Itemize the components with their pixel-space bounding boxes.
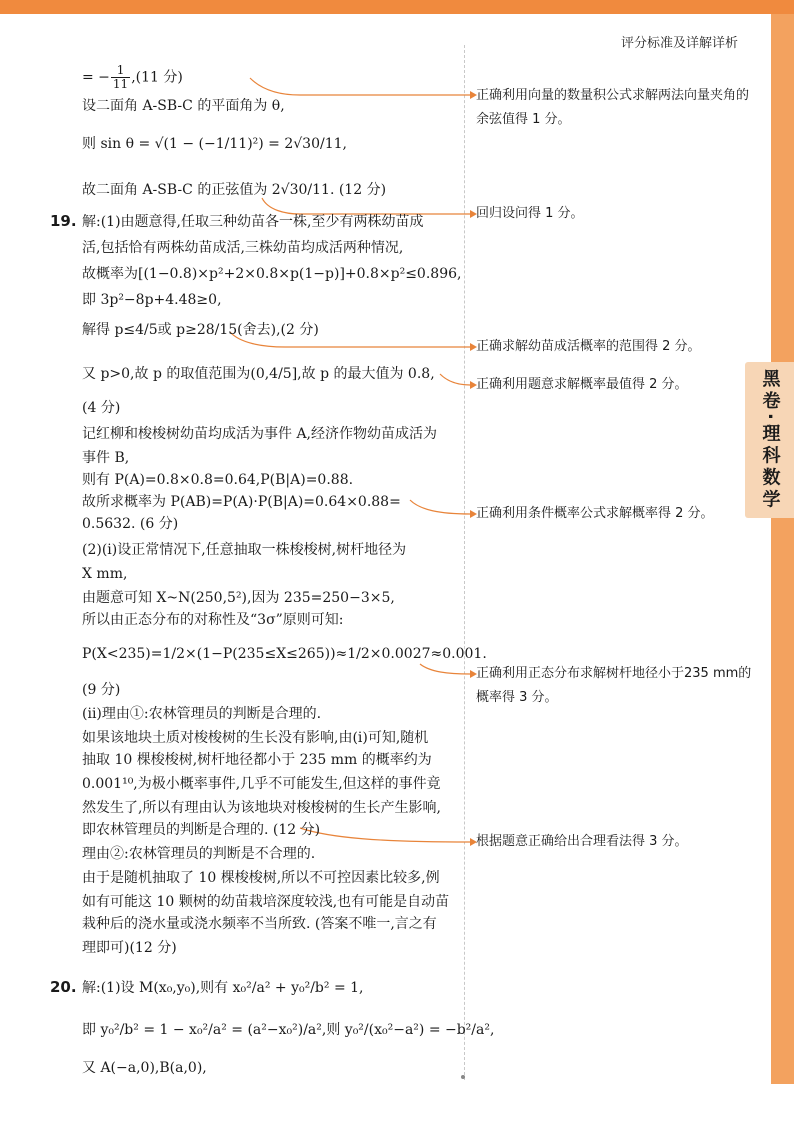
solution-line-26: 0.001¹⁰,为极小概率事件,几乎不可能发生,但这样的事件竟 [82,776,441,792]
solution-line-15: 故所求概率为 P(AB)=P(A)·P(B|A)=0.64×0.88= [82,494,401,510]
solution-line-16: 0.5632. (6 分) [82,516,179,532]
solution-line-31: 如有可能这 10 颗树的幼苗栽培深度较浅,也有可能是自动苗 [82,894,450,910]
solution-line-29: 理由②:农林管理员的判断是不合理的. [82,846,316,862]
scoring-note-5: 正确利用条件概率公式求解概率得 2 分。 [476,506,714,521]
solution-line-11: (4 分) [82,400,121,416]
solution-line-1: = − $\frac{1}{11}$ ,(11 分) [82,63,183,91]
solution-line-10: 又 p>0,故 p 的取值范围为(0,4/5],故 p 的最大值为 0.8, [82,366,435,382]
solution-line-23: (ⅱ)理由①:农林管理员的判断是合理的. [82,706,322,722]
solution-line-9: 解得 p≤4/5或 p≥28/15(舍去),(2 分) [82,322,319,338]
solution-line-17: (2)(ⅰ)设正常情况下,任意抽取一株梭梭树,树杆地径为 [82,542,407,558]
scoring-note-3: 正确求解幼苗成活概率的范围得 2 分。 [476,339,701,354]
scoring-note-4: 正确利用题意求解概率最值得 2 分。 [476,377,688,392]
scoring-note-6: 正确利用正态分布求解树杆地径小于235 mm的概率得 3 分。 [476,666,752,705]
solution-line-12: 记红柳和梭梭树幼苗均成活为事件 A,经济作物幼苗成活为 [82,426,438,442]
solution-line-5: 解:(1)由题意得,任取三种幼苗各一株,至少有两株幼苗成 [82,214,424,230]
solution-line-18: X mm, [82,566,128,582]
solution-line-33: 理即可)(12 分) [82,940,177,956]
solution-line-4: 故二面角 A-SB-C 的正弦值为 2√30/11. (12 分) [82,182,387,198]
scoring-note-2: 回归设问得 1 分。 [476,206,584,221]
solution-line-36: 又 A(−a,0),B(a,0), [82,1060,207,1076]
connector-6 [420,664,470,674]
scoring-note-1: 正确利用向量的数量积公式求解两法向量夹角的余弦值得 1 分。 [476,88,750,127]
page-header-title: 评分标准及详解详析 [620,36,738,51]
solution-line-6: 活,包括恰有两株幼苗成活,三株幼苗均成活两种情况, [82,240,404,256]
solution-line-3: 则 sin θ = √(1 − (−1/11)²) = 2√30/11, [82,136,347,152]
solution-line-32: 栽种后的浇水量或浇水频率不当所致. (答案不唯一,言之有 [82,916,437,932]
solution-line-27: 然发生了,所以有理由认为该地块对梭梭树的生长产生影响, [82,800,441,816]
solution-line-14: 则有 P(A)=0.8×0.8=0.64,P(B|A)=0.88. [82,472,354,488]
solution-line-28: 即农林管理员的判断是合理的. (12 分) [82,822,321,838]
solution-line-24: 如果该地块土质对梭梭树的生长没有影响,由(ⅰ)可知,随机 [82,730,429,746]
connector-7 [300,828,470,842]
solution-line-7: 故概率为[(1−0.8)×p²+2×0.8×p(1−p)]+0.8×p²≤0.896, [82,266,462,282]
solution-line-35: 即 y₀²/b² = 1 − x₀²/a² = (a²−x₀²)/a²,则 y₀²/(x₀²−a²) = −b²/a², [82,1022,495,1038]
solution-line-2: 设二面角 A-SB-C 的平面角为 θ, [82,98,285,114]
page-dot [461,1075,465,1079]
connector-1 [250,78,470,95]
question-number-19: 19. [50,212,77,230]
connector-5 [410,500,470,514]
side-tab-label: 黑卷·理科数学 [759,368,781,512]
scoring-note-7: 根据题意正确给出合理看法得 3 分。 [476,834,688,849]
connector-4 [440,374,470,385]
solution-line-34: 解:(1)设 M(x₀,y₀),则有 x₀²/a² + y₀²/b² = 1, [82,980,364,996]
solution-line-25: 抽取 10 棵梭梭树,树杆地径都小于 235 mm 的概率约为 [82,752,432,768]
solution-line-8: 即 3p²−8p+4.48≥0, [82,292,222,308]
solution-line-30: 由于是随机抽取了 10 棵梭梭树,所以不可控因素比较多,例 [82,870,440,886]
solution-line-19: 由题意可知 X~N(250,5²),因为 235=250−3×5, [82,590,395,606]
solution-line-22: (9 分) [82,682,121,698]
solution-line-13: 事件 B, [82,450,130,466]
solution-line-21: P(X<235)=1/2×(1−P(235≤X≤265))≈1/2×0.0027≈0.001. [82,646,487,662]
question-number-20: 20. [50,978,77,996]
solution-line-20: 所以由正态分布的对称性及“3σ”原则可知: [82,612,344,628]
